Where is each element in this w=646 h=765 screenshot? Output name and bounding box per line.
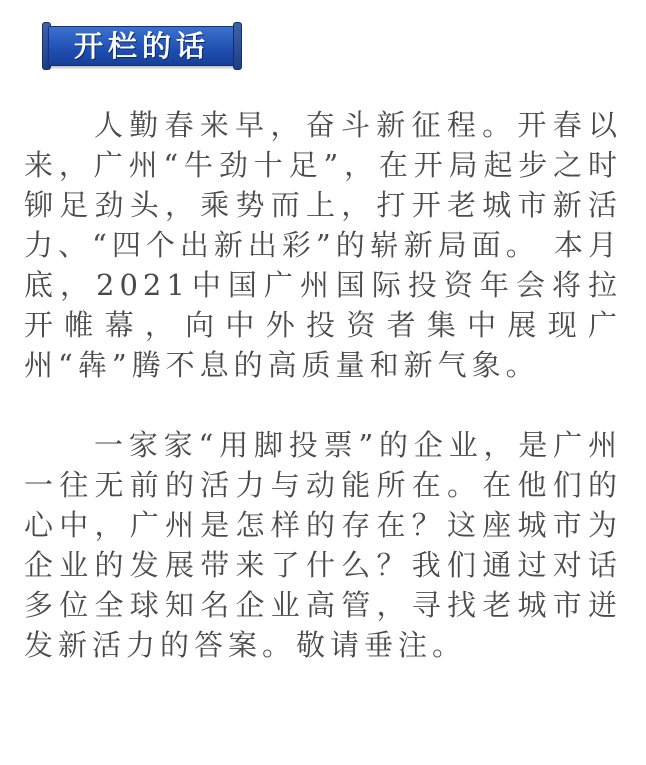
article-body	[24, 105, 622, 665]
column-title: 开栏的话	[73, 29, 210, 63]
paragraph-intro: 人勤春来早，奋斗新征程。开春以来，广州“牛劲十足”，在开局起步之时铆足劲头，乘势而上，打开老城市新活力、“四个出新出彩”的崭新局面。 本月底，2021中国广州国际投资年会将拉开帷幕，向中外投资者集中展现广州“犇”腾不息的高质量和新气象。	[24, 108, 622, 382]
paragraph-purpose: 一家家“用脚投票”的企业，是广州一往无前的活力与动能所在。在他们的心中，广州是怎样的存在？这座城市为企业的发展带来了什么？我们通过对话多位全球知名企业高管，寻找老城市迸发新活力的答案。敬请垂注。	[24, 428, 622, 662]
banner-scroll-right-cap	[233, 22, 242, 70]
column-banner	[42, 22, 242, 72]
